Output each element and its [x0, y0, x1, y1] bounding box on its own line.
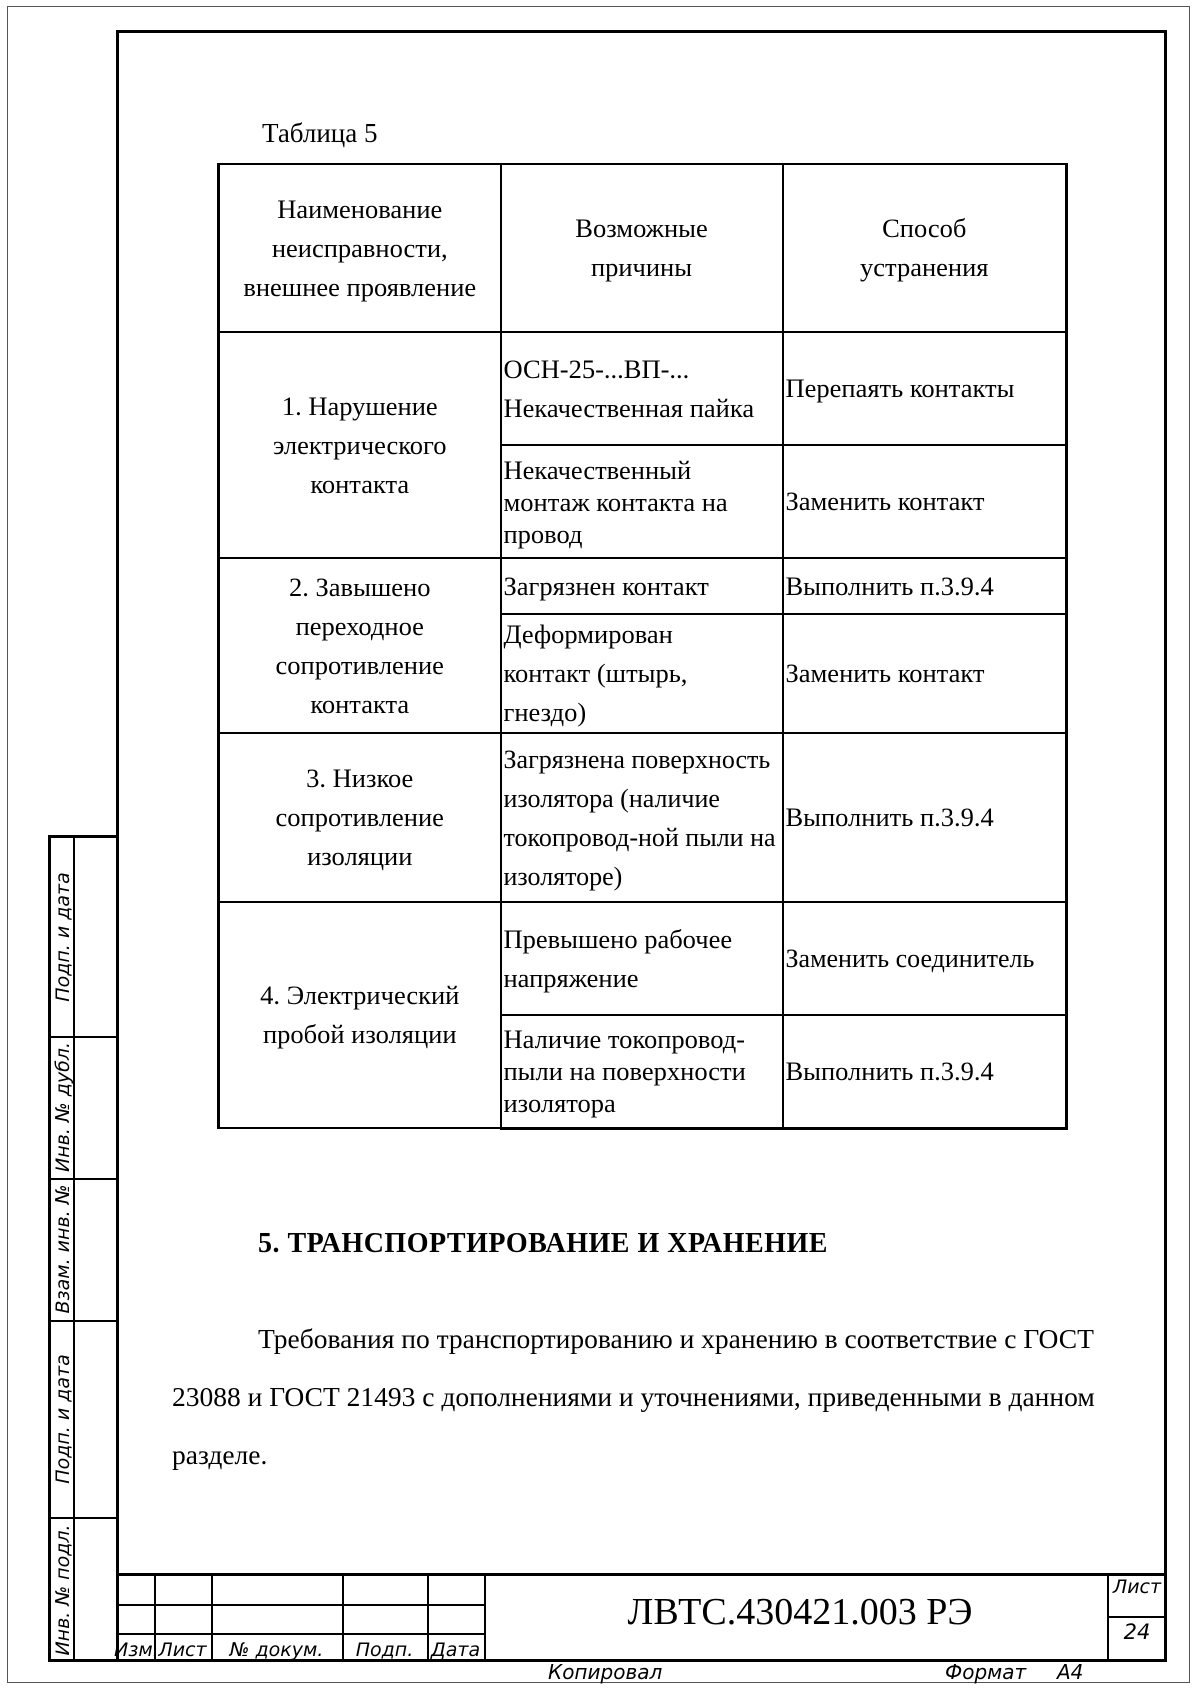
- side-label-sign-date-1: Подп. и дата: [52, 872, 74, 1002]
- fix-cell: Выполнить п.3.9.4: [783, 733, 1067, 902]
- col-sheet: Лист: [158, 1639, 207, 1661]
- cause-cell: Загрязнен контакт: [501, 558, 783, 614]
- table-row: [219, 332, 1067, 445]
- table-row: [219, 733, 1067, 902]
- side-label-sign-date-2: Подп. и дата: [52, 1353, 74, 1484]
- table-row: [219, 902, 1067, 1015]
- fault-cell: 4. Электрический пробой изоляции: [219, 902, 501, 1128]
- cause-cell: Превышено рабочее напряжение: [501, 902, 783, 1015]
- fix-cell: Заменить соединитель: [783, 902, 1067, 1015]
- cause-cell: Наличие токопровод-пыли на поверхности изолятора: [501, 1015, 783, 1128]
- fault-cell: 1. Нарушение электрического контакта: [219, 332, 501, 558]
- format-value: А4: [1057, 1660, 1084, 1684]
- side-stamp: [48, 835, 119, 1662]
- header-fault: Наименование неисправности, внешнее проявление: [219, 164, 501, 332]
- fix-cell: Выполнить п.3.9.4: [783, 558, 1067, 614]
- col-date: Дата: [430, 1639, 481, 1661]
- header-causes: Возможные причины: [501, 164, 783, 332]
- table-caption: Таблица 5: [262, 118, 378, 148]
- col-change: Изм.: [114, 1639, 159, 1661]
- col-signature: Подп.: [355, 1639, 414, 1661]
- document-code: ЛВТС.430421.003 РЭ: [627, 1591, 973, 1633]
- section-title: 5. ТРАНСПОРТИРОВАНИЕ И ХРАНЕНИЕ: [258, 1228, 828, 1259]
- table-row: [219, 558, 1067, 614]
- cause-cell: ОСН-25-...ВП-... Некачественная пайка: [501, 332, 783, 445]
- side-label-replace-inv: Взам. инв. №: [52, 1184, 74, 1314]
- format-label: Формат: [945, 1660, 1027, 1684]
- section-paragraph: Требования по транспортированию и хранению в соответствие с ГОСТ 23088 и ГОСТ 21493 с дополнениями и уточнениями, приведенными в данном разделе.: [172, 1323, 1095, 1470]
- side-label-orig-inv: Инв. № подл.: [52, 1523, 74, 1656]
- copied-by-label: Копировал: [548, 1660, 663, 1684]
- fix-cell: Заменить контакт: [783, 614, 1067, 733]
- cause-cell: Некачественный монтаж контакта на провод: [501, 445, 783, 558]
- fault-cell: 3. Низкое сопротивление изоляции: [219, 733, 501, 902]
- side-label-dup-inv: Инв. № дубл.: [52, 1042, 74, 1172]
- cause-cell: Деформирован контакт (штырь, гнездо): [501, 614, 783, 733]
- sheet-label: Лист: [1112, 1576, 1162, 1598]
- sheet-number: 24: [1123, 1620, 1151, 1644]
- col-doc-number: № докум.: [229, 1639, 324, 1661]
- fix-cell: Заменить контакт: [783, 445, 1067, 558]
- cause-cell: Загрязнена поверхность изолятора (наличие токопровод-ной пыли на изоляторе): [501, 733, 783, 902]
- fault-cell: 2. Завышено переходное сопротивление контакта: [219, 558, 501, 733]
- fix-cell: Перепаять контакты: [783, 332, 1067, 445]
- header-remedy: Способ устранения: [783, 164, 1067, 332]
- table-header-row: [219, 164, 1067, 332]
- troubleshooting-table: [217, 163, 1068, 1130]
- fix-cell: Выполнить п.3.9.4: [783, 1015, 1067, 1128]
